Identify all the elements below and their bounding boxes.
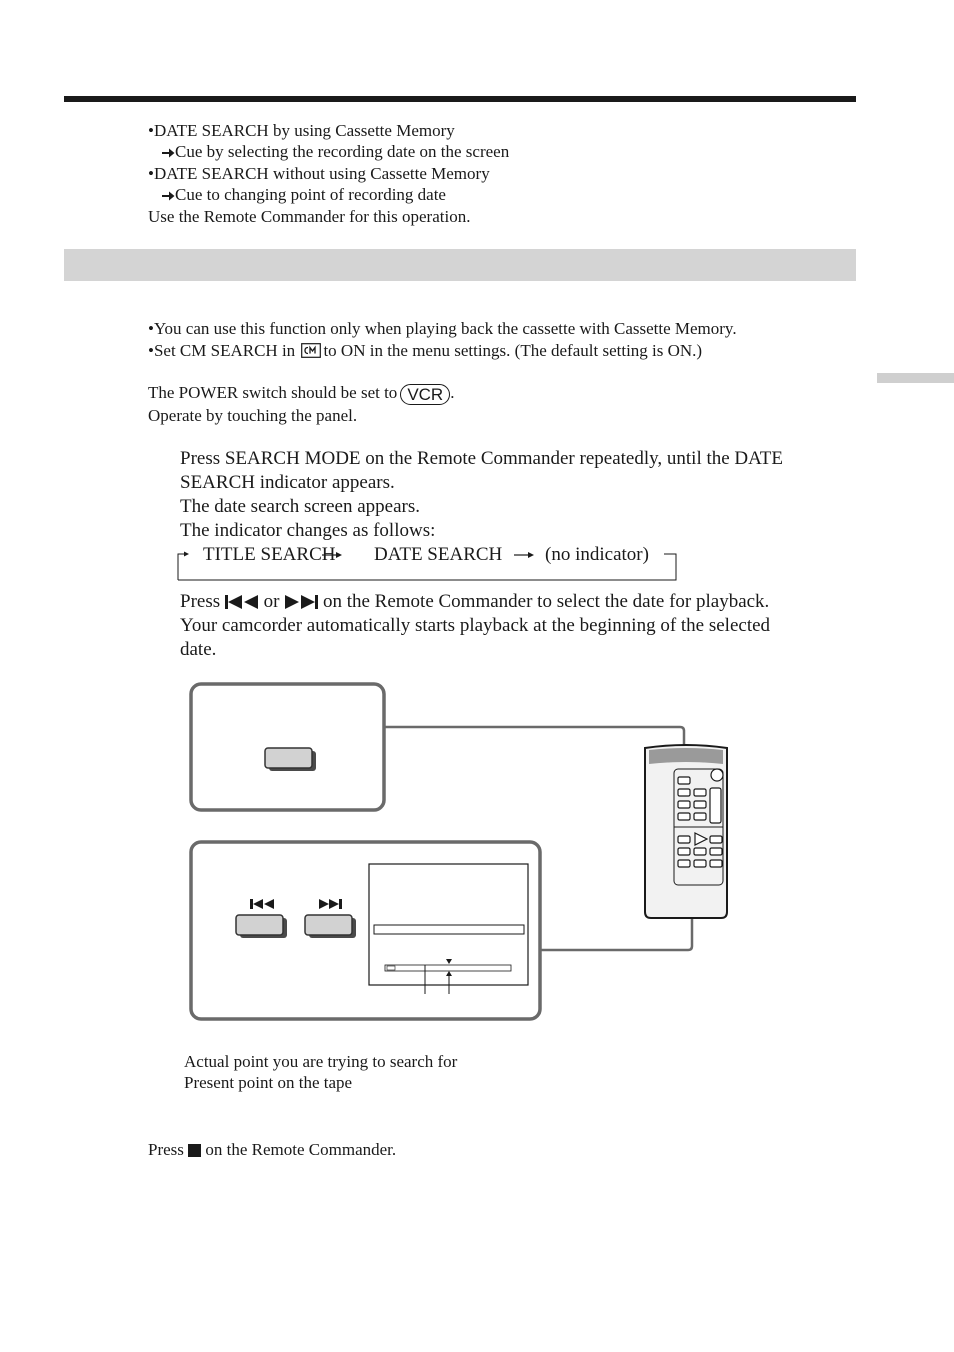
intro-item-2-text: DATE SEARCH without using Cassette Memory bbox=[153, 164, 490, 183]
intro-item-1-sub-text: Cue by selecting the recording date on the screen bbox=[175, 142, 510, 161]
bold-arrow-icon bbox=[162, 190, 175, 202]
step1-line3: The date search screen appears. bbox=[180, 496, 420, 517]
step2-text-b: on the Remote Commander to select the date for playback. bbox=[322, 591, 770, 612]
stop-text-a: Press bbox=[148, 1140, 184, 1159]
stop-square-icon bbox=[188, 1144, 201, 1157]
side-tab bbox=[877, 373, 954, 383]
date-search-screen bbox=[369, 864, 528, 994]
step2-line2: Your camcorder automatically starts playback at the beginning of the selected bbox=[180, 615, 771, 636]
flow-no-indicator: (no indicator) bbox=[545, 544, 649, 565]
note-1: •You can use this function only when playing back the cassette with Cassette Memory. bbox=[148, 319, 737, 338]
intro-item-1-text: DATE SEARCH by using Cassette Memory bbox=[153, 121, 455, 140]
next-track-icon bbox=[284, 595, 318, 609]
step2-line1 bbox=[180, 590, 769, 614]
power-line bbox=[148, 382, 454, 405]
step2-or: or bbox=[263, 591, 280, 612]
remote-commander-figure bbox=[186, 678, 746, 1026]
step2-text-a: Press bbox=[180, 591, 221, 612]
remote-commander-icon bbox=[645, 745, 727, 918]
intro-item-1: •DATE SEARCH by using Cassette Memory bbox=[148, 121, 455, 140]
step1-line1: Press SEARCH MODE on the Remote Commander repeatedly, until the DATE bbox=[180, 448, 783, 469]
intro-item-1-sub bbox=[162, 141, 509, 162]
power-text: The POWER switch should be set to bbox=[148, 383, 398, 402]
top-rule bbox=[64, 96, 856, 102]
flow-date-search: DATE SEARCH bbox=[374, 544, 503, 565]
intro-item-2: •DATE SEARCH without using Cassette Memory bbox=[148, 164, 490, 183]
previous-track-icon bbox=[225, 595, 259, 609]
panel-line: Operate by touching the panel. bbox=[148, 406, 358, 425]
intro-item-2-sub-text: Cue to changing point of recording date bbox=[175, 185, 446, 204]
flow-title-search: TITLE SEARCH bbox=[203, 544, 336, 565]
note-2-text-b: to ON in the menu settings. (The default setting is ON.) bbox=[323, 341, 703, 360]
step1-line4: The indicator changes as follows: bbox=[180, 520, 436, 541]
note-2-text-a: Set CM SEARCH in bbox=[153, 341, 296, 360]
bold-arrow-icon bbox=[162, 147, 175, 159]
stop-line bbox=[148, 1139, 396, 1160]
section-heading-band bbox=[64, 249, 856, 281]
remote-note: Use the Remote Commander for this operation. bbox=[148, 207, 471, 226]
legend-present-point: Present point on the tape bbox=[184, 1073, 353, 1092]
step2-line3: date. bbox=[180, 639, 217, 660]
vcr-mode-label: VCR bbox=[400, 384, 450, 405]
intro-item-2-sub bbox=[162, 184, 446, 205]
note-2: •Set CM SEARCH in to ON in the menu settings. (The default setting is ON.) bbox=[148, 341, 703, 360]
legend-actual-point: Actual point you are trying to search for bbox=[184, 1052, 458, 1071]
power-period: . bbox=[450, 383, 455, 402]
stop-text-b: on the Remote Commander. bbox=[205, 1140, 397, 1159]
note-1-text: You can use this function only when playing back the cassette with Cassette Memory. bbox=[153, 319, 737, 338]
cassette-memory-icon bbox=[301, 343, 321, 358]
step1-line2: SEARCH indicator appears. bbox=[180, 472, 395, 493]
search-mode-callout bbox=[191, 684, 384, 810]
